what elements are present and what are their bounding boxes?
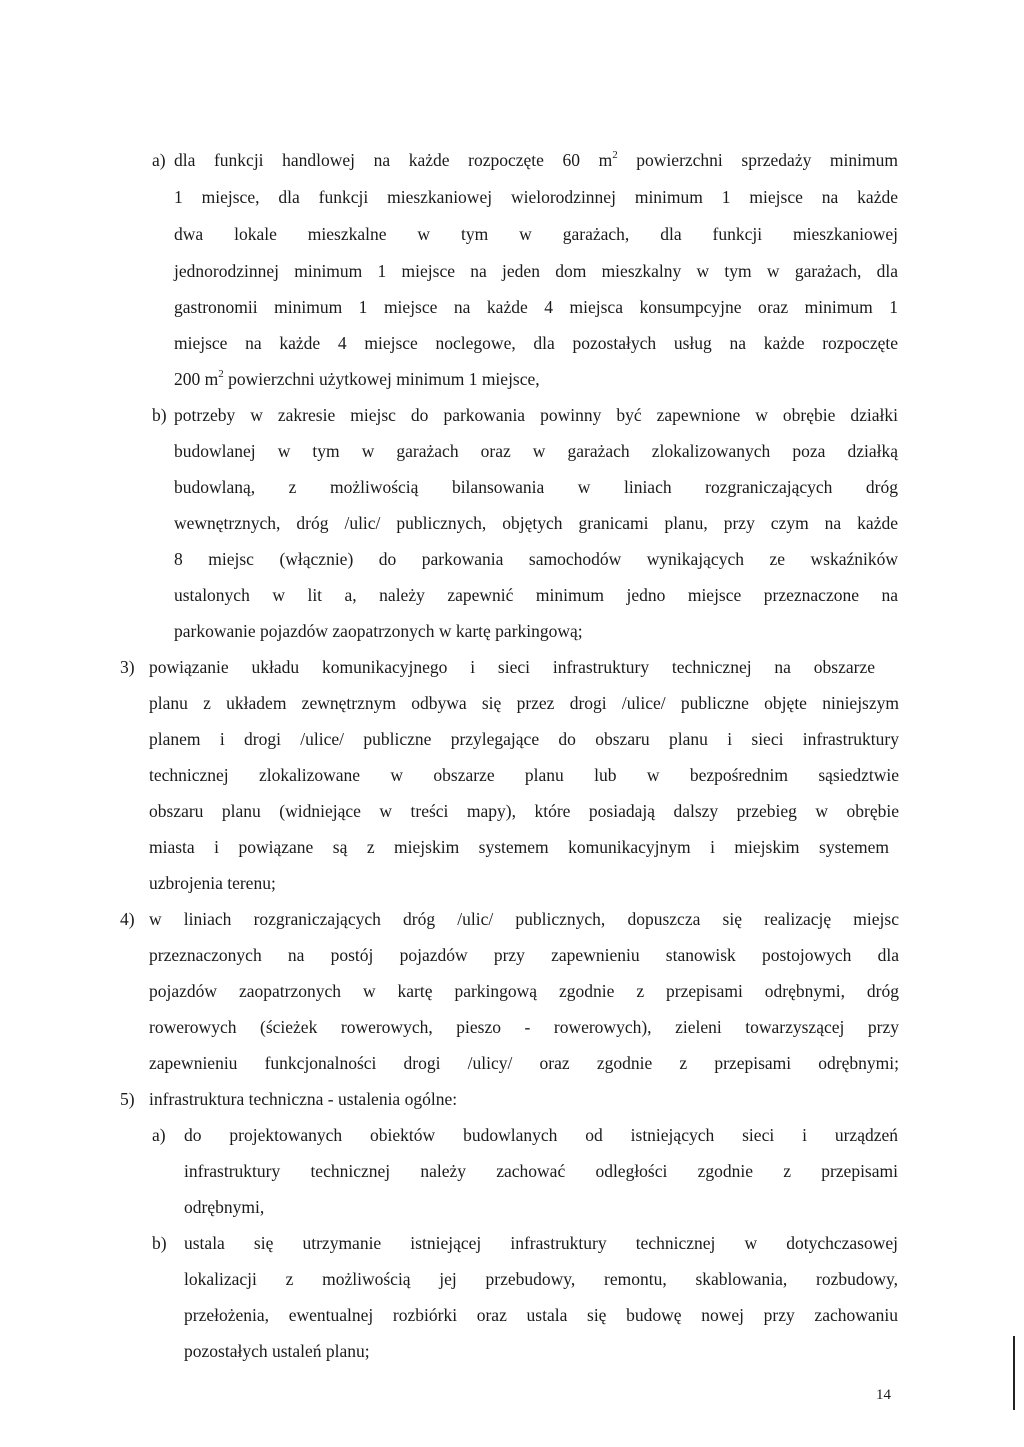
text-line: jednorodzinnej minimum 1 miejsce na jeden dom mieszkalny w tym w garażach, dla (174, 261, 898, 281)
text-line: budowlanej w tym w garażach oraz w garażach zlokalizowanych poza działką (174, 441, 898, 461)
text-line: ustala się utrzymanie istniejącej infrastruktury technicznej w dotychczasowej (184, 1233, 898, 1253)
text-line: przeznaczonych na postój pojazdów przy zapewnieniu stanowisk postojowych dla (149, 945, 899, 965)
text-line: wewnętrznych, dróg /ulic/ publicznych, objętych granicami planu, przy czym na każde (174, 513, 898, 533)
text-line: w liniach rozgraniczających dróg /ulic/ publicznych, dopuszcza się realizację miejsc (149, 909, 899, 929)
text-line: 200 $m^2$ powierzchni użytkowej minimum 1 miejsce, (174, 368, 540, 389)
text-line: powiązanie układu komunikacyjnego i sieci infrastruktury technicznej na obszarze (149, 657, 875, 677)
text-line: dwa lokale mieszkalne w tym w garażach, dla funkcji mieszkaniowej (174, 224, 898, 244)
text-line: ustalonych w lit a, należy zapewnić minimum jedno miejsce przeznaczone na (174, 585, 898, 605)
text-line: 8 miejsc (włącznie) do parkowania samochodów wynikających ze wskaźników (174, 549, 898, 569)
text-line: do projektowanych obiektów budowlanych od istniejących sieci i urządzeń (184, 1125, 898, 1145)
text-line: infrastruktury technicznej należy zachować odległości zgodnie z przepisami (184, 1161, 898, 1181)
text-line: miasta i powiązane są z miejskim systemem komunikacyjnym i miejskim systemem (149, 837, 889, 857)
text-line: 1 miejsce, dla funkcji mieszkaniowej wielorodzinnej minimum 1 miejsce na każde (174, 187, 898, 207)
superscript: 2 (218, 368, 224, 381)
list-label-4: 4) (120, 909, 135, 929)
text-line: technicznej zlokalizowane w obszarze planu lub w bezpośrednim sąsiedztwie (149, 765, 899, 785)
text-line: gastronomii minimum 1 miejsce na każde 4 miejsca konsumpcyjne oraz minimum 1 (174, 297, 898, 317)
text-line: pozostałych ustaleń planu; (184, 1341, 370, 1361)
text-line: zapewnieniu funkcjonalności drogi /ulicy/ oraz zgodnie z przepisami odrębnymi; (149, 1053, 899, 1073)
page-number: 14 (876, 1387, 891, 1403)
superscript: 2 (612, 149, 618, 162)
text-line: uzbrojenia terenu; (149, 873, 276, 893)
list-label-3: 3) (120, 657, 135, 677)
text-line: obszaru planu (widniejące w treści mapy), które posiadają dalszy przebieg w obrębie (149, 801, 899, 821)
scan-edge-line (1013, 1336, 1015, 1410)
section-heading: infrastruktura techniczna - ustalenia ogólne: (149, 1089, 458, 1109)
list-label-5b: b) (152, 1233, 167, 1253)
text-line: lokalizacji z możliwością jej przebudowy, remontu, skablowania, rozbudowy, (184, 1269, 898, 1289)
text-line: odrębnymi, (184, 1197, 265, 1217)
text-line: przełożenia, ewentualnej rozbiórki oraz ustala się budowę nowej przy zachowaniu (184, 1305, 898, 1325)
text-line: rowerowych (ścieżek rowerowych, pieszo - rowerowych), zieleni towarzyszącej przy (149, 1017, 899, 1037)
text-line: planem i drogi /ulice/ publiczne przylegające do obszaru planu i sieci infrastruktury (149, 729, 899, 749)
text-line: parkowanie pojazdów zaopatrzonych w kartę parkingową; (174, 621, 583, 641)
text-line: planu z układem zewnętrznym odbywa się przez drogi /ulice/ publiczne objęte niniejszym (149, 693, 899, 713)
text-line: potrzeby w zakresie miejsc do parkowania powinny być zapewnione w obrębie działki (174, 405, 898, 425)
text-line: dla funkcji handlowej na każde rozpoczęte 60 $m^2$ powierzchni sprzedaży minimum (174, 149, 898, 170)
text-line: budowlaną, z możliwością bilansowania w liniach rozgraniczających dróg (174, 477, 898, 497)
list-label-b: b) (152, 405, 167, 425)
text-line: pojazdów zaopatrzonych w kartę parkingową zgodnie z przepisami odrębnymi, dróg (149, 981, 899, 1001)
list-label-5a: a) (152, 1125, 166, 1145)
list-label-a: a) (152, 150, 166, 170)
text-line: miejsce na każde 4 miejsce noclegowe, dla pozostałych usług na każde rozpoczęte (174, 333, 898, 353)
list-label-5: 5) (120, 1089, 135, 1109)
